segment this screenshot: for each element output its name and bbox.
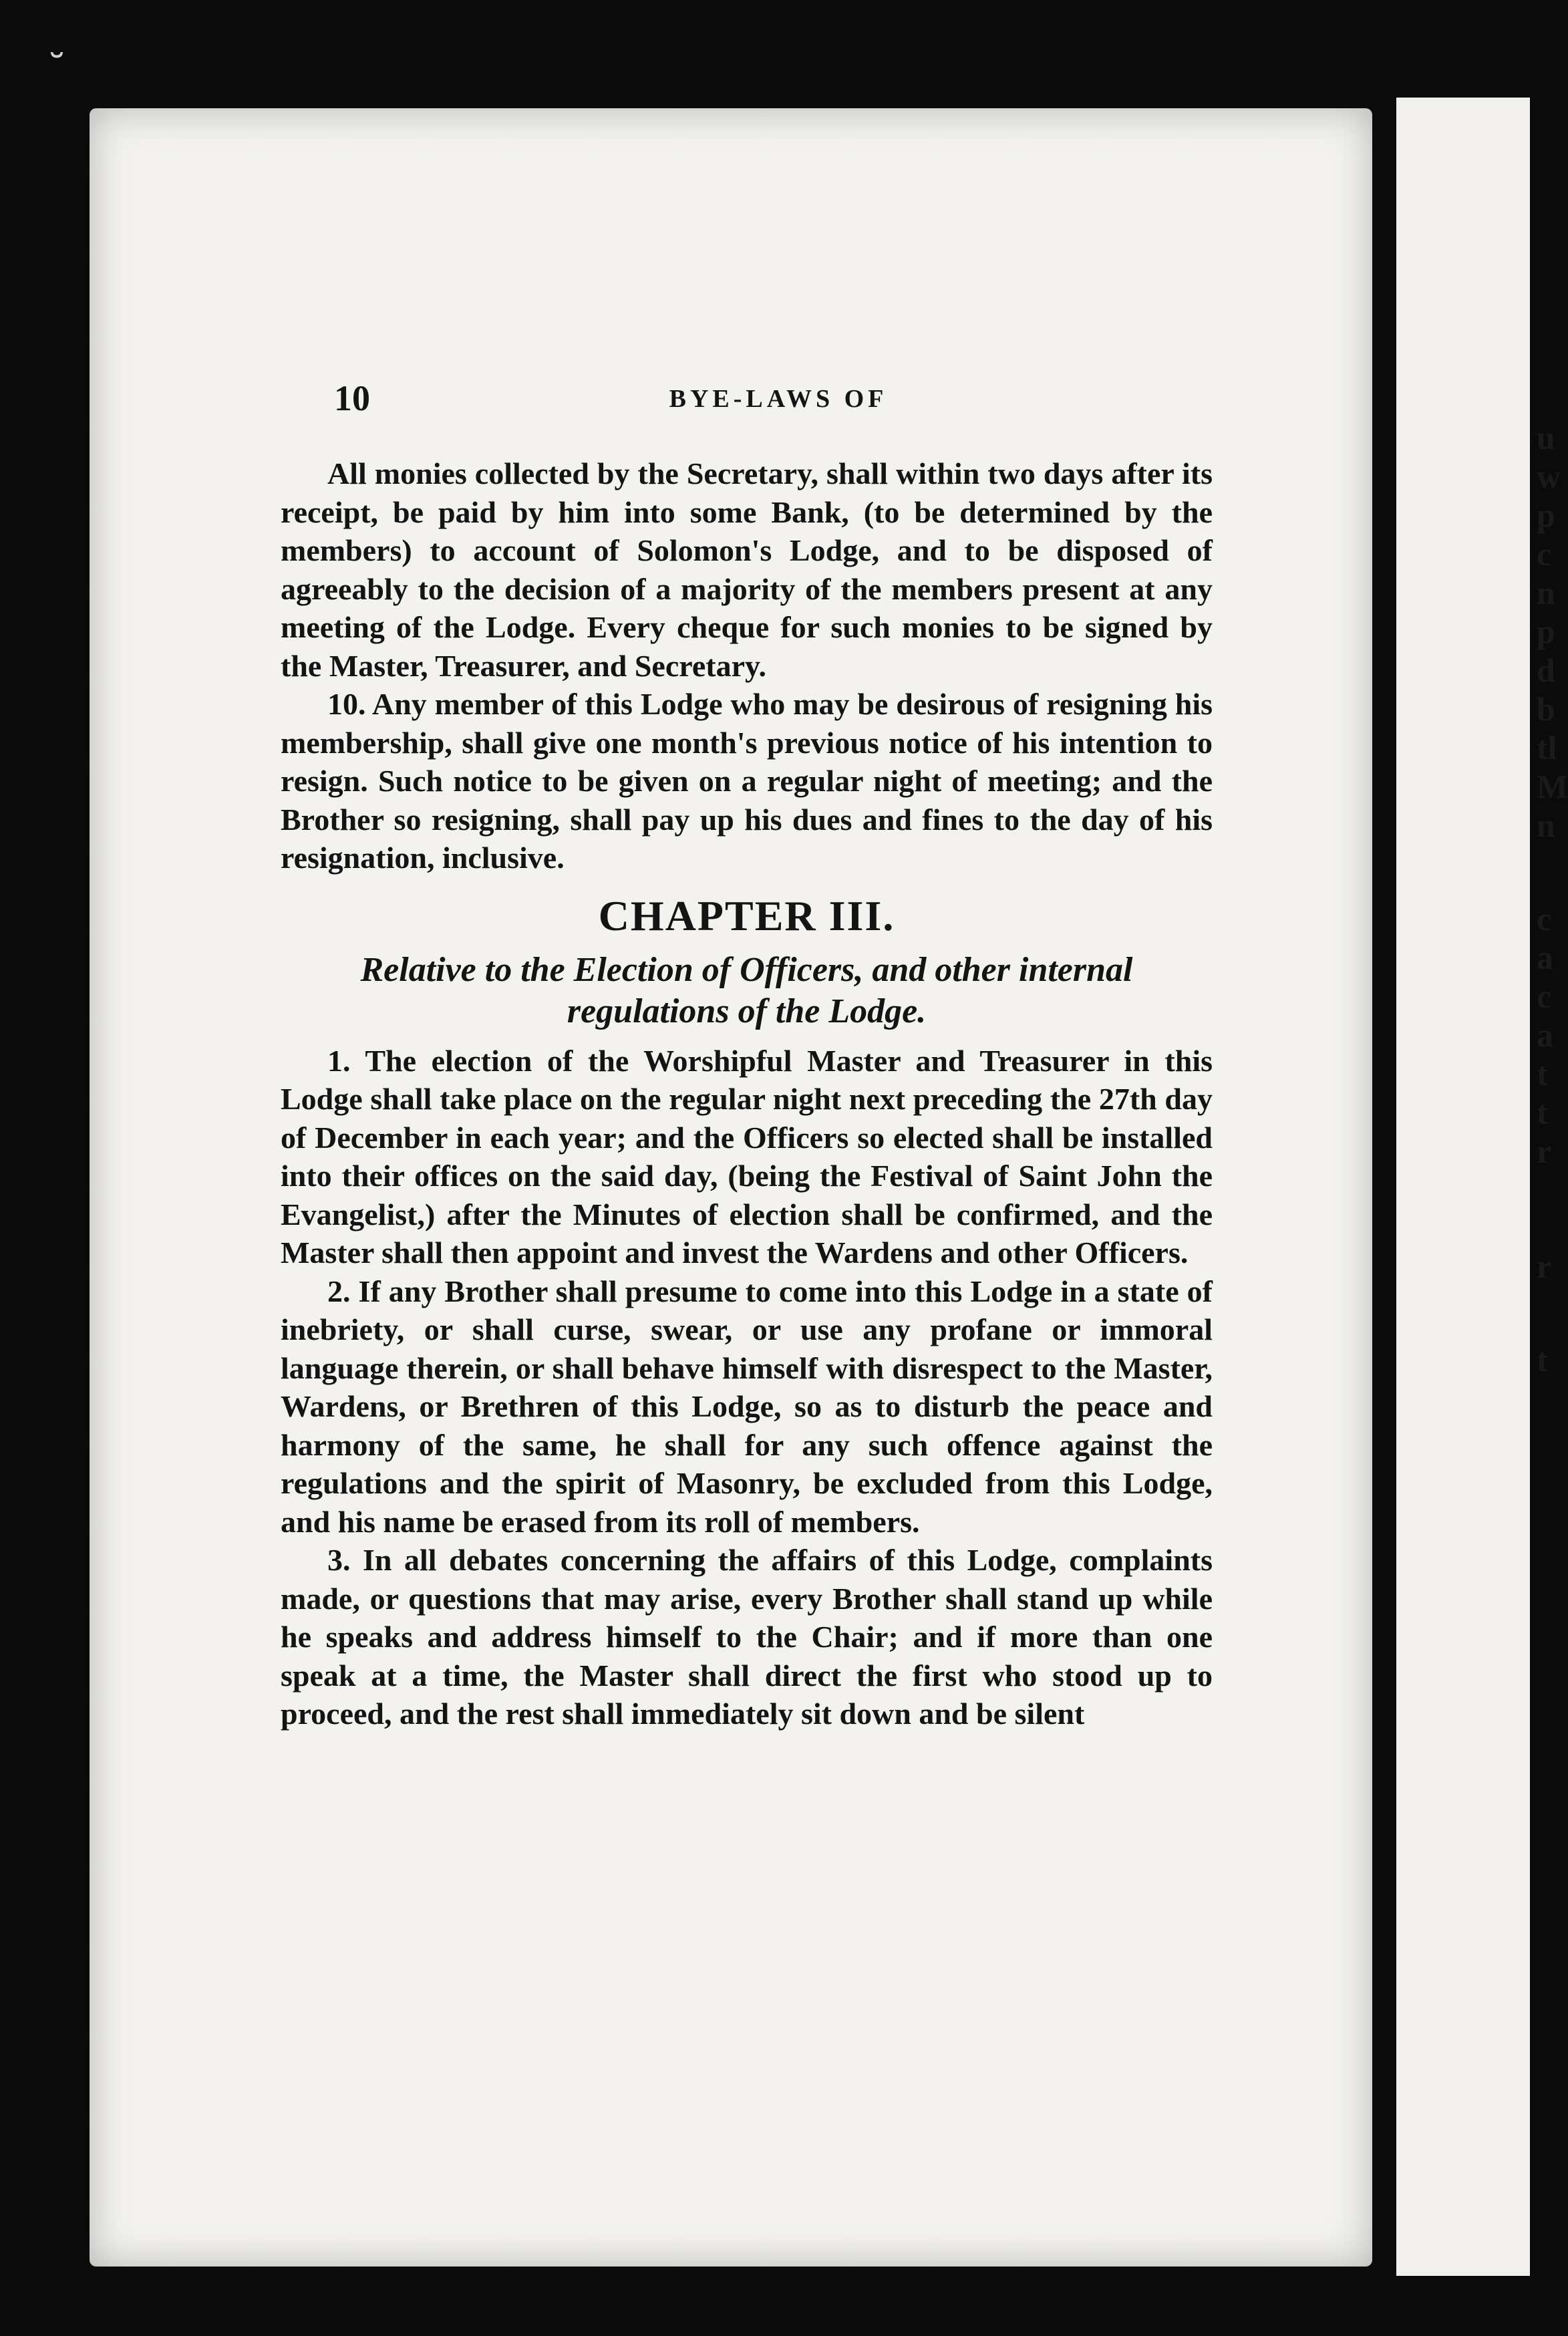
- edge-letter: n: [1537, 574, 1555, 611]
- edge-letter: c: [1537, 900, 1552, 937]
- paragraph-1: 1. The election of the Worshipful Master and Treasurer in this Lodge shall take place on the regular night next preceding the 27th day of December in each year; and the Officers so elected shall be installed into their offices on the said day, (being the Festival of Saint John the Evangelist,) after the Minutes of election shall be confirmed, and the Master shall then appoint and invest the Wardens and other Officers.: [281, 1043, 1213, 1270]
- edge-letter: r: [1537, 1133, 1552, 1170]
- edge-letter: b: [1537, 690, 1555, 728]
- edge-letter: t: [1537, 1341, 1548, 1378]
- edge-letter: M: [1537, 768, 1568, 805]
- chapter-subtitle: Relative to the Election of Officers, and other internal regulations of the Lodge.: [360, 950, 1133, 1030]
- facing-page-edge: [1396, 98, 1568, 2276]
- edge-letter: a: [1537, 1016, 1553, 1054]
- edge-letter: p: [1537, 613, 1555, 650]
- edge-letter: r: [1537, 1248, 1552, 1285]
- running-head: BYE-LAWS OF: [669, 385, 888, 413]
- edge-letter: t: [1537, 1094, 1548, 1131]
- edge-letter: p: [1537, 496, 1555, 534]
- edge-letter: t: [1537, 1055, 1548, 1092]
- paragraph-10: 10. Any member of this Lodge who may be desirous of resigning his membership, shall give one month's previous notice of his intention to resign. Such notice to be given on a regular night of meeting; and the Brother so resigning, shall pay up his dues and fines to the day of his resignation, inclusive.: [281, 687, 1213, 875]
- chapter-title: CHAPTER III.: [598, 891, 895, 939]
- edge-letter: u: [1537, 419, 1555, 456]
- edge-letter: n: [1537, 807, 1555, 844]
- edge-letter: a: [1537, 939, 1553, 976]
- page-number: 10: [334, 378, 370, 418]
- edge-letter: d: [1537, 651, 1555, 689]
- paragraph-2: 2. If any Brother shall presume to come into this Lodge in a state of inebriety, or shall curse, swear, or use any profane or immoral language therein, or shall behave himself with disrespect to the Master, Wardens, or Brethren of this Lodge, so as to disturb the peace and harmony of the same, he shall for any such offence against the regulations and the spirit of Masonry, be excluded from this Lodge, and his name be erased from its roll of members.: [281, 1274, 1213, 1539]
- edge-letter: w: [1537, 458, 1561, 495]
- paragraph-monies: All monies collected by the Secretary, shall within two days after its receipt, be paid by him into some Bank, (to be determined by the members) to account of Solomon's Lodge, and to be disposed of agreeably to the decision of a majority of the members present at any meeting of the Lodge. Every cheque for such monies to be signed by the Master, Treasurer, and Secretary.: [281, 456, 1213, 683]
- page-body: [281, 454, 1213, 1733]
- edge-letter: c: [1537, 535, 1552, 573]
- edge-letter: tl: [1537, 729, 1557, 766]
- page-header: [334, 378, 1223, 424]
- scan-artifact: ˘: [47, 47, 67, 94]
- paragraph-3: 3. In all debates concerning the affairs of this Lodge, complaints made, or questions that may arise, every Brother shall stand up while he speaks and address himself to the Chair; and if more than one speak at a time, the Master shall direct the first who stood up to proceed, and the rest shall immediately sit down and be silent: [281, 1543, 1213, 1731]
- edge-letter: c: [1537, 978, 1552, 1015]
